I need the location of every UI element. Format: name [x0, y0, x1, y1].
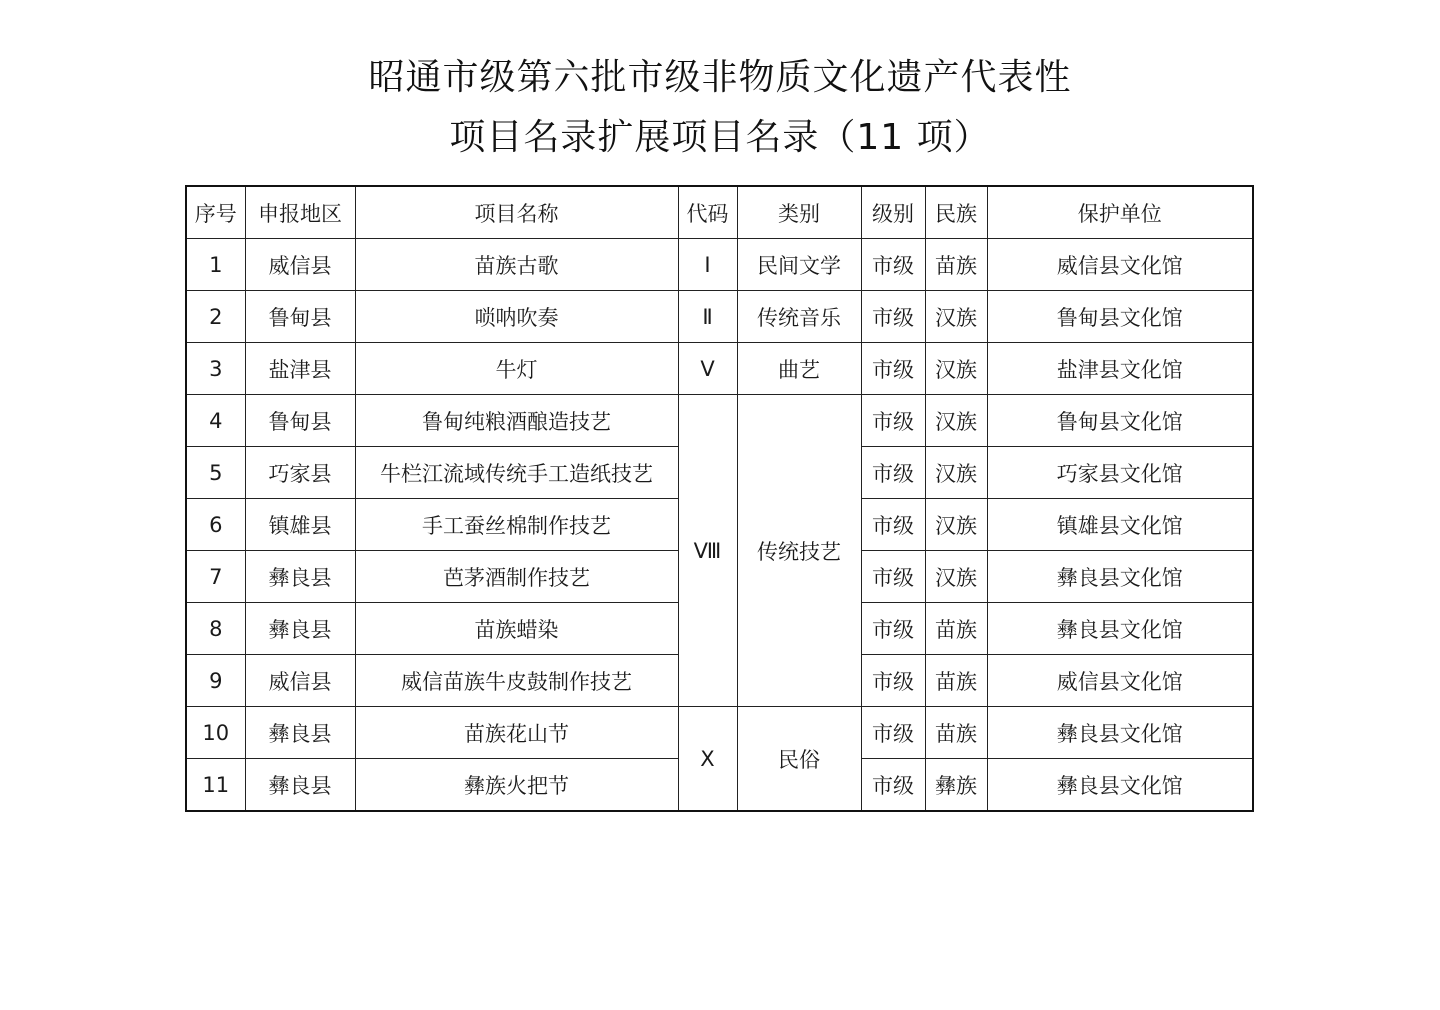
cell-protection-unit: 巧家县文化馆 [987, 447, 1253, 499]
cell-code: Ⅱ [678, 291, 737, 343]
header-region: 申报地区 [245, 186, 355, 239]
cell-region: 镇雄县 [245, 499, 355, 551]
cell-ethnic-group: 汉族 [925, 499, 987, 551]
cell-project-name: 威信苗族牛皮鼓制作技艺 [355, 655, 678, 707]
cell-category: 传统音乐 [737, 291, 861, 343]
cell-region: 威信县 [245, 655, 355, 707]
cell-region: 巧家县 [245, 447, 355, 499]
cell-code: Ⅷ [678, 395, 737, 707]
cell-category: 民间文学 [737, 239, 861, 291]
cell-project-name: 苗族花山节 [355, 707, 678, 759]
cell-category: 曲艺 [737, 343, 861, 395]
cell-seq: 1 [186, 239, 245, 291]
cell-level: 市级 [861, 343, 925, 395]
cell-ethnic-group: 苗族 [925, 707, 987, 759]
cell-region: 彝良县 [245, 603, 355, 655]
cell-level: 市级 [861, 291, 925, 343]
cell-project-name: 牛栏江流域传统手工造纸技艺 [355, 447, 678, 499]
cell-protection-unit: 威信县文化馆 [987, 655, 1253, 707]
cell-level: 市级 [861, 707, 925, 759]
cell-level: 市级 [861, 603, 925, 655]
cell-level: 市级 [861, 655, 925, 707]
cell-project-name: 彝族火把节 [355, 759, 678, 812]
header-protection-unit: 保护单位 [987, 186, 1253, 239]
cell-ethnic-group: 彝族 [925, 759, 987, 812]
cell-seq: 10 [186, 707, 245, 759]
cell-project-name: 手工蚕丝棉制作技艺 [355, 499, 678, 551]
cell-code: Ⅹ [678, 707, 737, 812]
table-row [186, 395, 1253, 447]
cell-protection-unit: 鲁甸县文化馆 [987, 395, 1253, 447]
cell-protection-unit: 镇雄县文化馆 [987, 499, 1253, 551]
cell-region: 盐津县 [245, 343, 355, 395]
cell-ethnic-group: 苗族 [925, 655, 987, 707]
cell-level: 市级 [861, 447, 925, 499]
cell-seq: 4 [186, 395, 245, 447]
cell-protection-unit: 彝良县文化馆 [987, 707, 1253, 759]
cell-ethnic-group: 汉族 [925, 551, 987, 603]
cell-protection-unit: 彝良县文化馆 [987, 551, 1253, 603]
cell-ethnic-group: 苗族 [925, 239, 987, 291]
cell-protection-unit: 彝良县文化馆 [987, 603, 1253, 655]
cell-region: 威信县 [245, 239, 355, 291]
header-category: 类别 [737, 186, 861, 239]
cell-project-name: 芭茅酒制作技艺 [355, 551, 678, 603]
cell-category: 民俗 [737, 707, 861, 812]
header-code: 代码 [678, 186, 737, 239]
cell-seq: 11 [186, 759, 245, 812]
cell-project-name: 鲁甸纯粮酒酿造技艺 [355, 395, 678, 447]
cell-seq: 5 [186, 447, 245, 499]
cell-project-name: 唢呐吹奏 [355, 291, 678, 343]
cell-project-name: 苗族古歌 [355, 239, 678, 291]
cell-protection-unit: 威信县文化馆 [987, 239, 1253, 291]
table-row [186, 707, 1253, 759]
cell-seq: 8 [186, 603, 245, 655]
cell-ethnic-group: 汉族 [925, 343, 987, 395]
cell-code: Ⅰ [678, 239, 737, 291]
cell-region: 鲁甸县 [245, 395, 355, 447]
cell-protection-unit: 鲁甸县文化馆 [987, 291, 1253, 343]
cell-seq: 9 [186, 655, 245, 707]
cell-seq: 6 [186, 499, 245, 551]
cell-region: 彝良县 [245, 551, 355, 603]
table-row [186, 343, 1253, 395]
cell-level: 市级 [861, 395, 925, 447]
cell-level: 市级 [861, 759, 925, 812]
cell-project-name: 苗族蜡染 [355, 603, 678, 655]
cell-seq: 2 [186, 291, 245, 343]
cell-ethnic-group: 苗族 [925, 603, 987, 655]
cell-code: Ⅴ [678, 343, 737, 395]
cell-seq: 3 [186, 343, 245, 395]
cell-level: 市级 [861, 499, 925, 551]
cell-protection-unit: 盐津县文化馆 [987, 343, 1253, 395]
table-header-row [186, 186, 1253, 239]
cell-category: 传统技艺 [737, 395, 861, 707]
cell-ethnic-group: 汉族 [925, 447, 987, 499]
cell-protection-unit: 彝良县文化馆 [987, 759, 1253, 812]
header-seq: 序号 [186, 186, 245, 239]
heritage-project-table [185, 185, 1254, 812]
header-project-name: 项目名称 [355, 186, 678, 239]
page-title-line-2: 项目名录扩展项目名录（11 项） [449, 117, 991, 158]
cell-region: 鲁甸县 [245, 291, 355, 343]
header-ethnic-group: 民族 [925, 186, 987, 239]
cell-level: 市级 [861, 239, 925, 291]
cell-ethnic-group: 汉族 [925, 395, 987, 447]
cell-region: 彝良县 [245, 759, 355, 812]
cell-project-name: 牛灯 [355, 343, 678, 395]
cell-level: 市级 [861, 551, 925, 603]
header-level: 级别 [861, 186, 925, 239]
cell-seq: 7 [186, 551, 245, 603]
table-row [186, 291, 1253, 343]
cell-ethnic-group: 汉族 [925, 291, 987, 343]
cell-region: 彝良县 [245, 707, 355, 759]
table-row [186, 239, 1253, 291]
page-title-line-1: 昭通市级第六批市级非物质文化遗产代表性 [368, 57, 1072, 98]
